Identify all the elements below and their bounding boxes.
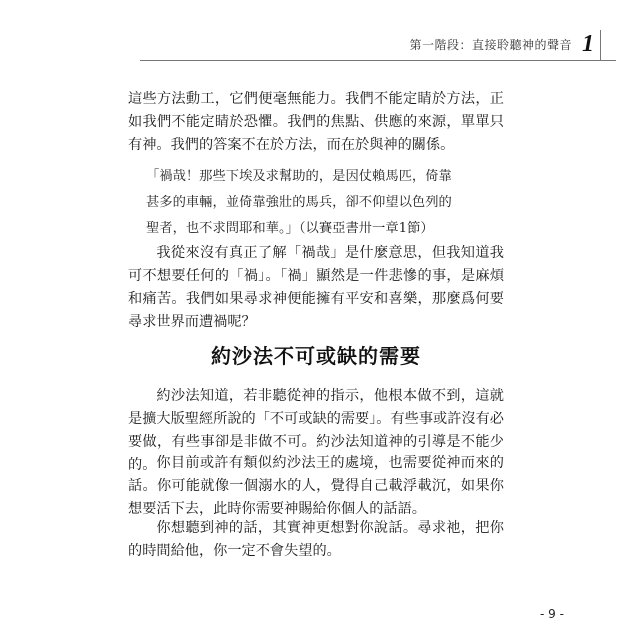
- paragraph-opening: [128, 88, 504, 157]
- quote-line: 甚多的車輛，並倚靠強壯的馬兵，卻不仰望以色列的: [146, 195, 452, 210]
- section-paragraph-2: [128, 452, 504, 521]
- running-header: [140, 30, 602, 58]
- running-header-title: 第一階段：直接聆聽神的聲音: [409, 37, 572, 52]
- paragraph: 你想聽到神的話，其實神更想對你說話。尋求祂，把你的時間給他，你一定不會失望的。: [128, 520, 504, 559]
- header-rule: [140, 60, 616, 61]
- scripture-quote: [146, 164, 486, 242]
- paragraph: 你目前或許有類似約沙法王的處境，也需要從神而來的話。你可能就像一個溺水的人，覺得自己載浮載沉，如果你想要活下去，此時你需要神賜給你個人的話語。: [128, 455, 504, 517]
- paragraph: 這些方法動工，它們便毫無能力。我們不能定睛於方法，正如我們不能定睛於恐懼。我們的焦點、供應的來源，單單只有神。我們的答案不在於方法，而在於與神的關係。: [128, 91, 504, 153]
- quote-line: 聖者，也不求問耶和華。」（以賽亞書卅一章1節）: [146, 221, 434, 236]
- section-heading: 約沙法不可或缺的需要: [211, 344, 421, 368]
- header-rule-tail: [600, 30, 601, 61]
- paragraph: 我從來沒有真正了解「禍哉」是什麼意思，但我知道我可不想要任何的「禍」。「禍」顯然是一件悲慘的事，是麻煩和痛苦。我們如果尋求神便能擁有平安和喜樂，那麼爲何要尋求世界而遭禍呢？: [128, 245, 504, 330]
- quote-line: 「禍哉！那些下埃及求幫助的，是因仗賴馬匹，倚靠: [146, 169, 452, 184]
- page-number: - 9 -: [540, 607, 564, 621]
- section-paragraph-3: [128, 517, 504, 563]
- chapter-number: 1: [582, 31, 594, 57]
- paragraph-after-quote: [128, 242, 504, 334]
- paragraph: 約沙法知道，若非聽從神的指示，他根本做不到，這就是擴大版聖經所說的「不可或缺的需要」。有些事或許沒有必要做，有些事卻是非做不可。約沙法知道神的引導是不能少的。: [128, 388, 504, 473]
